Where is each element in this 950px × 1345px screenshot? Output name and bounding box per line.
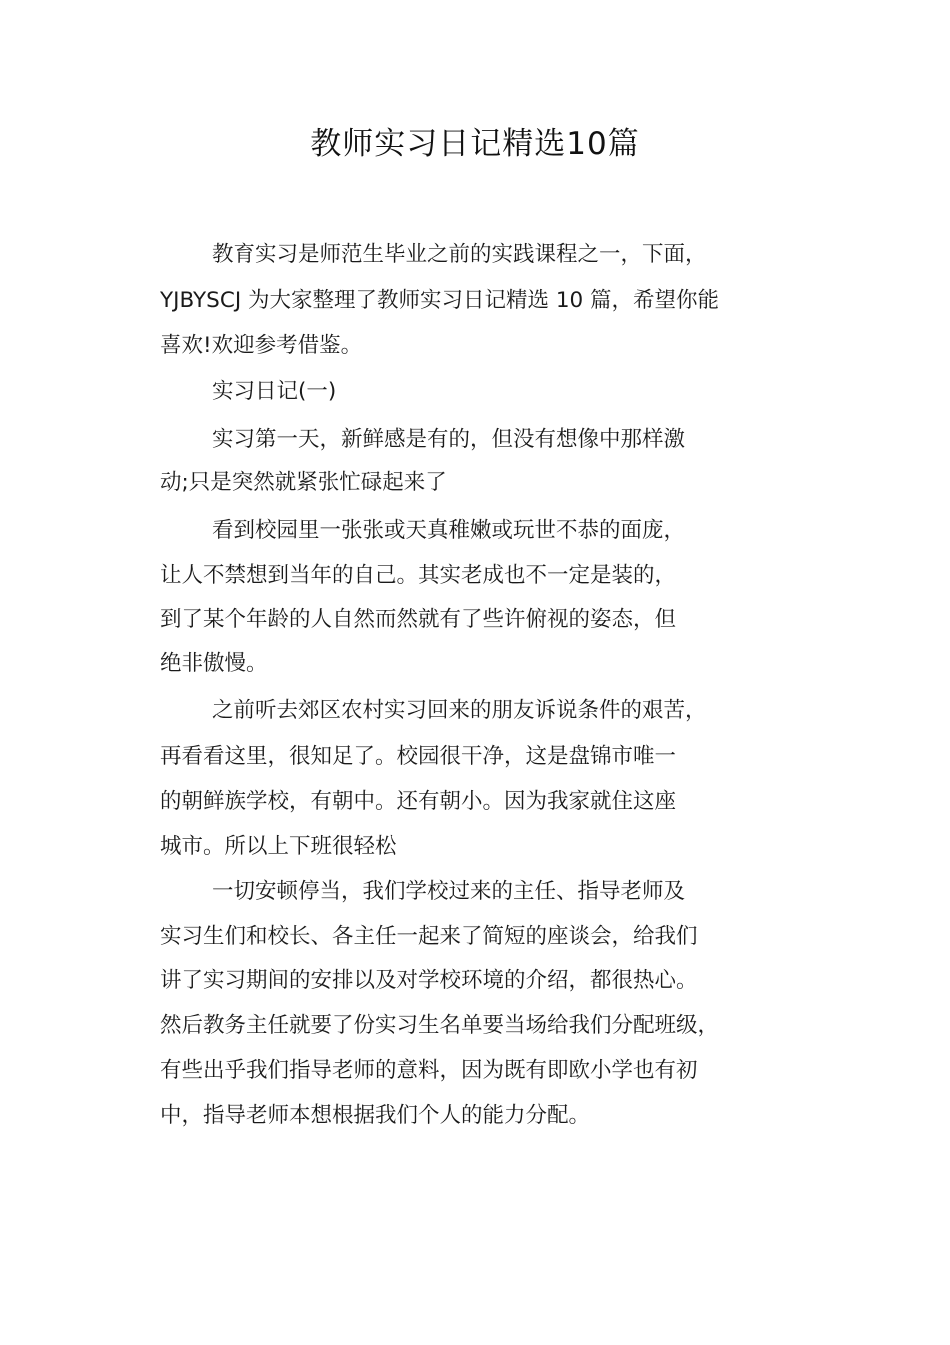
paragraph-line: 看到校园里一张张或天真稚嫩或玩世不恭的面庞， xyxy=(212,518,686,543)
paragraph-line: 动;只是突然就紧张忙碌起来了 xyxy=(160,470,447,495)
paragraph-line: 之前听去郊区农村实习回来的朋友诉说条件的艰苦， xyxy=(212,698,707,723)
paragraph-line: 一切安顿停当，我们学校过来的主任、指导老师及 xyxy=(212,879,686,904)
paragraph-line: 绝非傲慢。 xyxy=(160,651,268,676)
section-heading: 实习日记(一) xyxy=(212,379,337,404)
paragraph-line: YJBYSCJ 为大家整理了教师实习日记精选 10 篇，希望你能 xyxy=(160,288,720,313)
paragraph-line: 喜欢!欢迎参考借鉴。 xyxy=(160,333,363,358)
paragraph-line: 到了某个年龄的人自然而然就有了些许俯视的姿态，但 xyxy=(160,607,677,632)
paragraph-line: 教育实习是师范生毕业之前的实践课程之一，下面， xyxy=(212,242,707,267)
paragraph-line: 城市。所以上下班很轻松 xyxy=(160,834,397,859)
paragraph-line: 让人不禁想到当年的自己。其实老成也不一定是装的， xyxy=(160,563,677,588)
paragraph-line: 实习第一天，新鲜感是有的，但没有想像中那样激 xyxy=(212,427,686,452)
paragraph-line: 的朝鲜族学校，有朝中。还有朝小。因为我家就住这座 xyxy=(160,789,677,814)
paragraph-line: 再看看这里，很知足了。校园很干净，这是盘锦市唯一 xyxy=(160,744,677,769)
paragraph-line: 实习生们和校长、各主任一起来了简短的座谈会，给我们 xyxy=(160,924,698,949)
paragraph-line: 中，指导老师本想根据我们个人的能力分配。 xyxy=(160,1103,591,1128)
paragraph-line: 有些出乎我们指导老师的意料，因为既有即欧小学也有初 xyxy=(160,1058,698,1083)
paragraph-line: 讲了实习期间的安排以及对学校环境的介绍，都很热心。 xyxy=(160,968,698,993)
document-title: 教师实习日记精选10篇 xyxy=(310,126,640,162)
paragraph-line: 然后教务主任就要了份实习生名单要当场给我们分配班级， xyxy=(160,1013,720,1038)
